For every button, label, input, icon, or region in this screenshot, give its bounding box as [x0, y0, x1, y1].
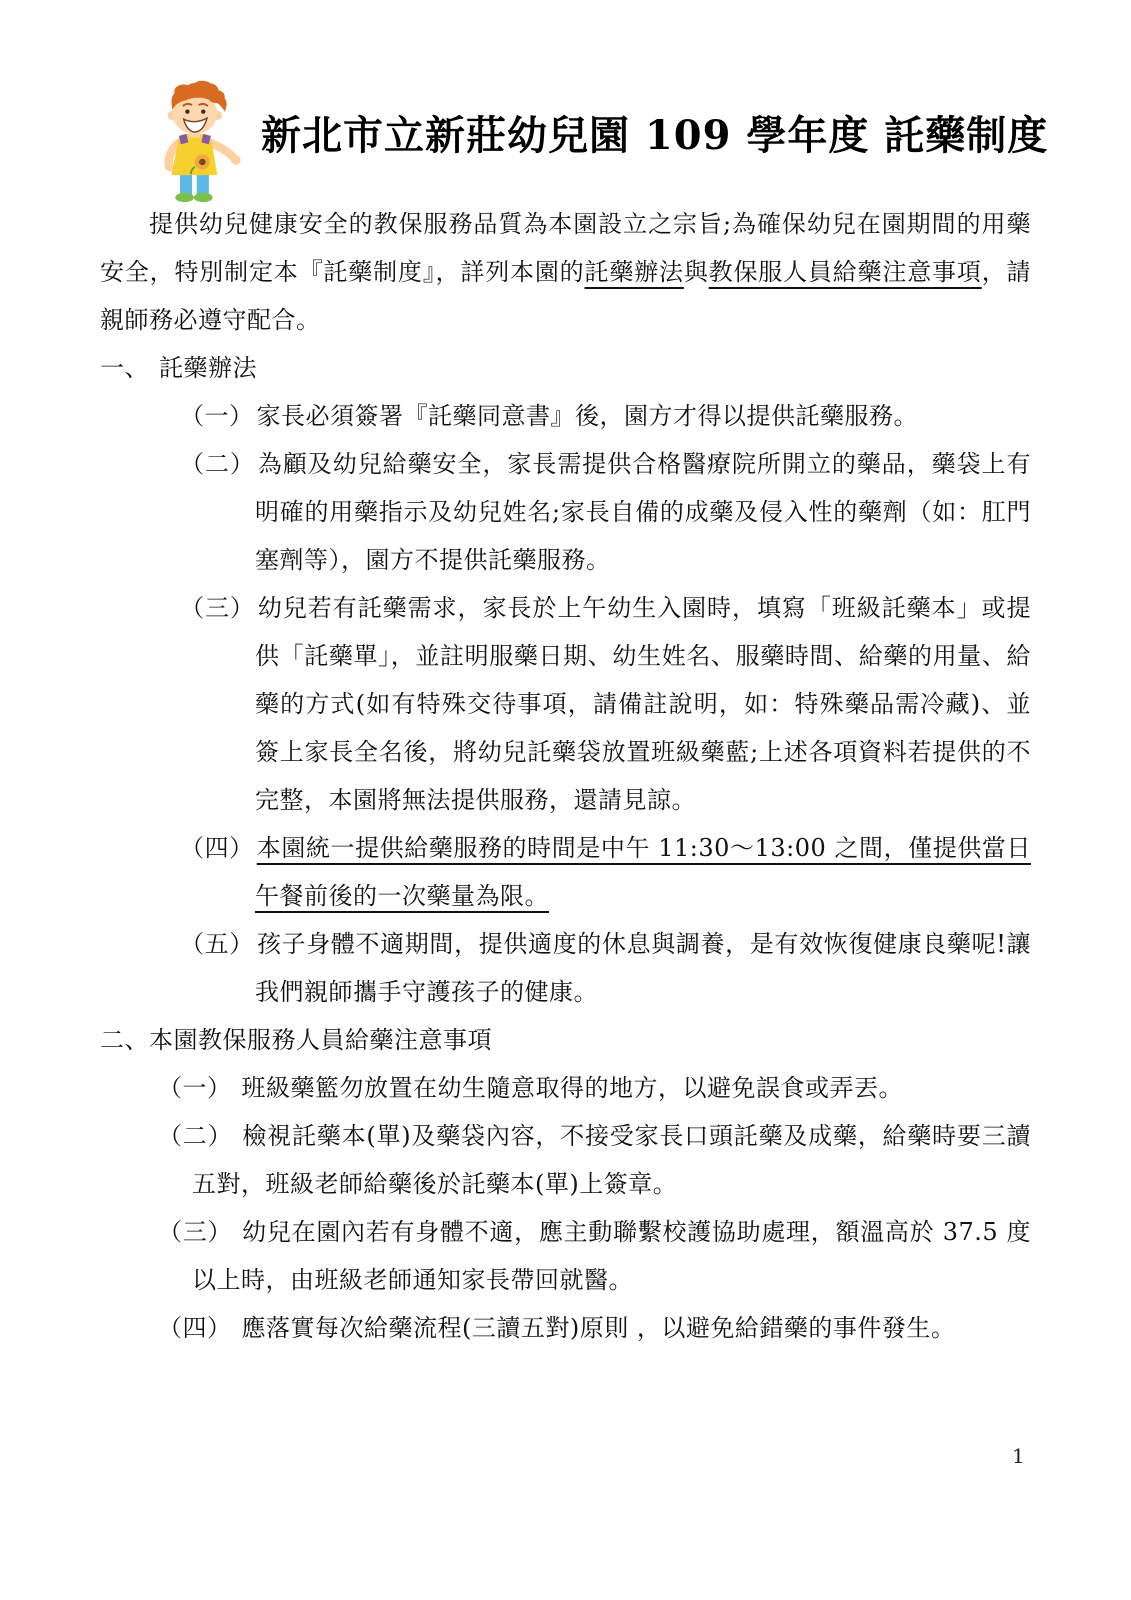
item-text: 孩子身體不適期間，提供適度的休息與調養，是有效恢復健康良藥呢!讓我們親師攜手守護孩子的健康。: [255, 930, 1031, 1006]
item-marker: （四）: [180, 834, 254, 862]
item-text: 檢視託藥本(單)及藥袋內容，不接受家長口頭託藥及成藥，給藥時要三讀五對，班級老師給藥後於託藥本(單)上簽章。: [192, 1122, 1032, 1198]
item-text-underlined: 本園統一提供給藥服務的時間是中午 11:30～13:00 之間，僅提供當日午餐前後的一次藥量為限。: [255, 834, 1031, 910]
list-item: [180, 392, 1031, 440]
item-marker: （三）: [180, 594, 255, 622]
intro-text-tail: ，請親師務必遵守配合。: [100, 258, 1032, 334]
intro-paragraph: [100, 200, 1031, 344]
document-body: [100, 200, 1031, 1352]
list-item: [180, 440, 1031, 584]
item-marker: （一）: [180, 402, 254, 430]
item-marker: （二）: [180, 450, 255, 478]
section1-number: 一、: [100, 354, 149, 382]
intro-text-mid: 與: [683, 258, 709, 286]
item-marker: （四）: [158, 1314, 232, 1342]
item-text: 家長必須簽署『託藥同意書』後，園方才得以提供託藥服務。: [256, 402, 918, 430]
list-item: [180, 920, 1031, 1016]
page-number: 1: [1012, 1444, 1025, 1468]
list-item: [158, 1208, 1031, 1304]
section2-heading: 二、本園教保服務人員給藥注意事項: [100, 1026, 492, 1054]
list-item: [158, 1064, 1031, 1112]
item-text: 應落實每次給藥流程(三讀五對)原則 ，以避免給錯藥的事件發生。: [241, 1314, 956, 1342]
intro-underlined-term-2: 教保服人員給藥注意事項: [708, 258, 982, 286]
page-title: 新北市立新莊幼兒園 109 學年度 託藥制度: [261, 112, 1049, 159]
list-item: [158, 1112, 1031, 1208]
item-text: 幼兒若有託藥需求，家長於上午幼生入園時，填寫「班級託藥本」或提供「託藥單」，並註明服藥日期、幼生姓名、服藥時間、給藥的用量、給藥的方式(如有特殊交待事項，請備註說明，如：特殊藥品需冷藏)、並簽上家長全名後，將幼兒託藥袋放置班級藥藍;上述各項資料若提供的不完整，本園將無法提供服務，還請見諒。: [255, 594, 1032, 814]
item-text: 為顧及幼兒給藥安全，家長需提供合格醫療院所開立的藥品，藥袋上有明確的用藥指示及幼兒姓名;家長自備的成藥及侵入性的藥劑（如：肛門塞劑等），園方不提供託藥服務。: [255, 450, 1032, 574]
boy-mascot-image: [137, 76, 249, 206]
item-marker: （三）: [158, 1218, 233, 1246]
list-item: [158, 1304, 1031, 1352]
item-marker: （二）: [158, 1122, 233, 1150]
item-marker: （五）: [180, 930, 254, 958]
item-text: 班級藥籃勿放置在幼生隨意取得的地方，以避免誤食或弄丟。: [241, 1074, 903, 1102]
section1-heading: [100, 344, 1031, 392]
item-marker: （一）: [158, 1074, 232, 1102]
intro-underlined-term-1: 託藥辦法: [584, 258, 684, 286]
item-text: 幼兒在園內若有身體不適，應主動聯繫校護協助處理，額溫高於 37.5 度以上時，由班級老師通知家長帶回就醫。: [192, 1218, 1031, 1294]
section1-title: 託藥辦法: [159, 354, 257, 382]
intro-text-lead: 提供幼兒健康安全的教保服務品質為本園設立之宗旨;為確保幼兒在園期間的用藥安全，特別制定本『託藥制度』，詳列本園的: [100, 210, 1031, 286]
list-item: [180, 824, 1031, 920]
list-item: [180, 584, 1031, 824]
